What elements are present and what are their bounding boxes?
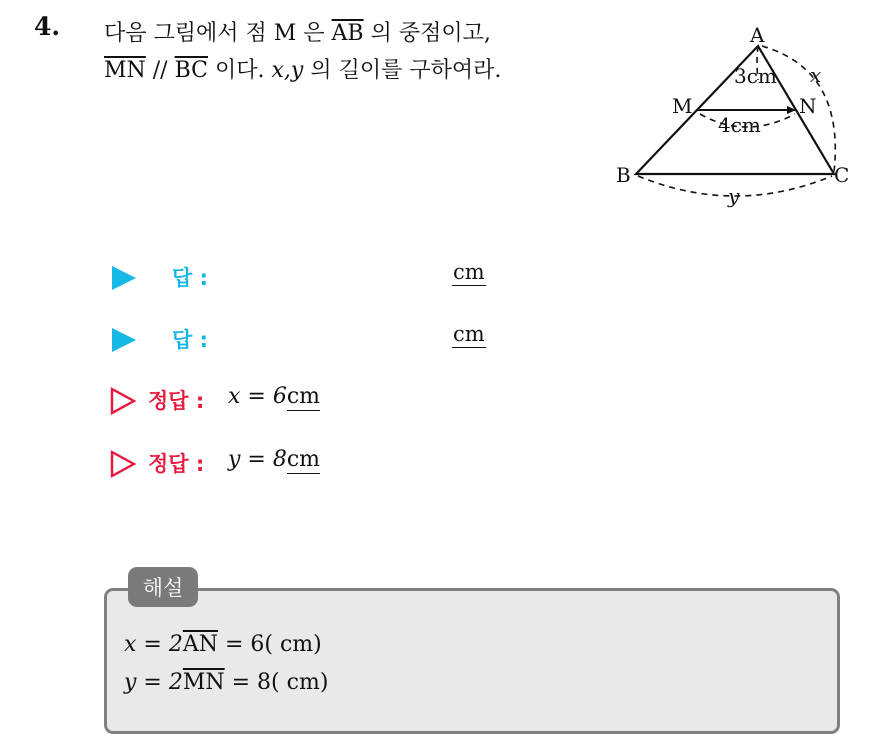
length-an-label: 3cm — [734, 64, 777, 88]
correct-answer-value: y = 8cm — [228, 447, 321, 472]
answer-row-2 — [110, 320, 530, 360]
solution-box — [104, 588, 840, 734]
correct-answer-value: x = 6cm — [228, 384, 321, 409]
question-text: 의 중점이고, — [363, 21, 491, 46]
segment-mn: $\overline{MN}$ — [182, 670, 225, 695]
segment-mn: $\overline{MN}$ — [104, 58, 146, 83]
question-text: 다음 그림에서 점 M 은 — [104, 21, 332, 46]
point-a-label: A — [750, 23, 765, 47]
point-c-label: C — [834, 163, 850, 187]
solution-tab: 해설 — [128, 567, 198, 607]
length-mn-label: 4cm — [718, 113, 761, 137]
question-line-1 — [104, 16, 491, 47]
answer-row-1 — [110, 258, 530, 298]
play-triangle-icon — [112, 266, 136, 290]
solution-line-2: $y = 2\overline{MN} = 8$( cm) — [124, 670, 329, 695]
play-triangle-icon — [112, 328, 136, 352]
triangle-figure — [600, 20, 870, 216]
correct-answer-row-1 — [110, 382, 410, 422]
solution-line-1: $x = 2\overline{AN} = 6$( cm) — [124, 632, 322, 657]
var-x-label: x — [810, 63, 822, 87]
question-line-2 — [104, 53, 501, 84]
answer-label: 답 : — [172, 266, 208, 290]
question-text: 이다. — [208, 58, 272, 83]
variables-xy: x,y — [271, 58, 304, 83]
point-b-label: B — [616, 163, 631, 187]
segment-an: $\overline{AN}$ — [182, 632, 218, 657]
correct-answer-label: 정답 : — [148, 452, 205, 476]
segment-ab: $\overline{AB}$ — [331, 21, 364, 46]
answer-label: 답 : — [172, 328, 208, 352]
point-n-label: N — [799, 94, 817, 118]
answer-blank-unit: cm — [453, 322, 485, 346]
outline-triangle-icon — [110, 450, 136, 478]
correct-answer-row-2 — [110, 445, 410, 485]
segment-bc: $\overline{BC}$ — [174, 58, 209, 83]
question-number: 4. — [34, 12, 61, 41]
point-m-label: M — [672, 94, 693, 118]
correct-answer-label: 정답 : — [148, 389, 205, 413]
outline-triangle-icon — [110, 387, 136, 415]
parallel-symbol: // — [145, 58, 175, 83]
question-text: 의 길이를 구하여라. — [303, 58, 502, 83]
answer-blank-unit: cm — [453, 260, 485, 284]
var-y-label: y — [728, 184, 740, 208]
